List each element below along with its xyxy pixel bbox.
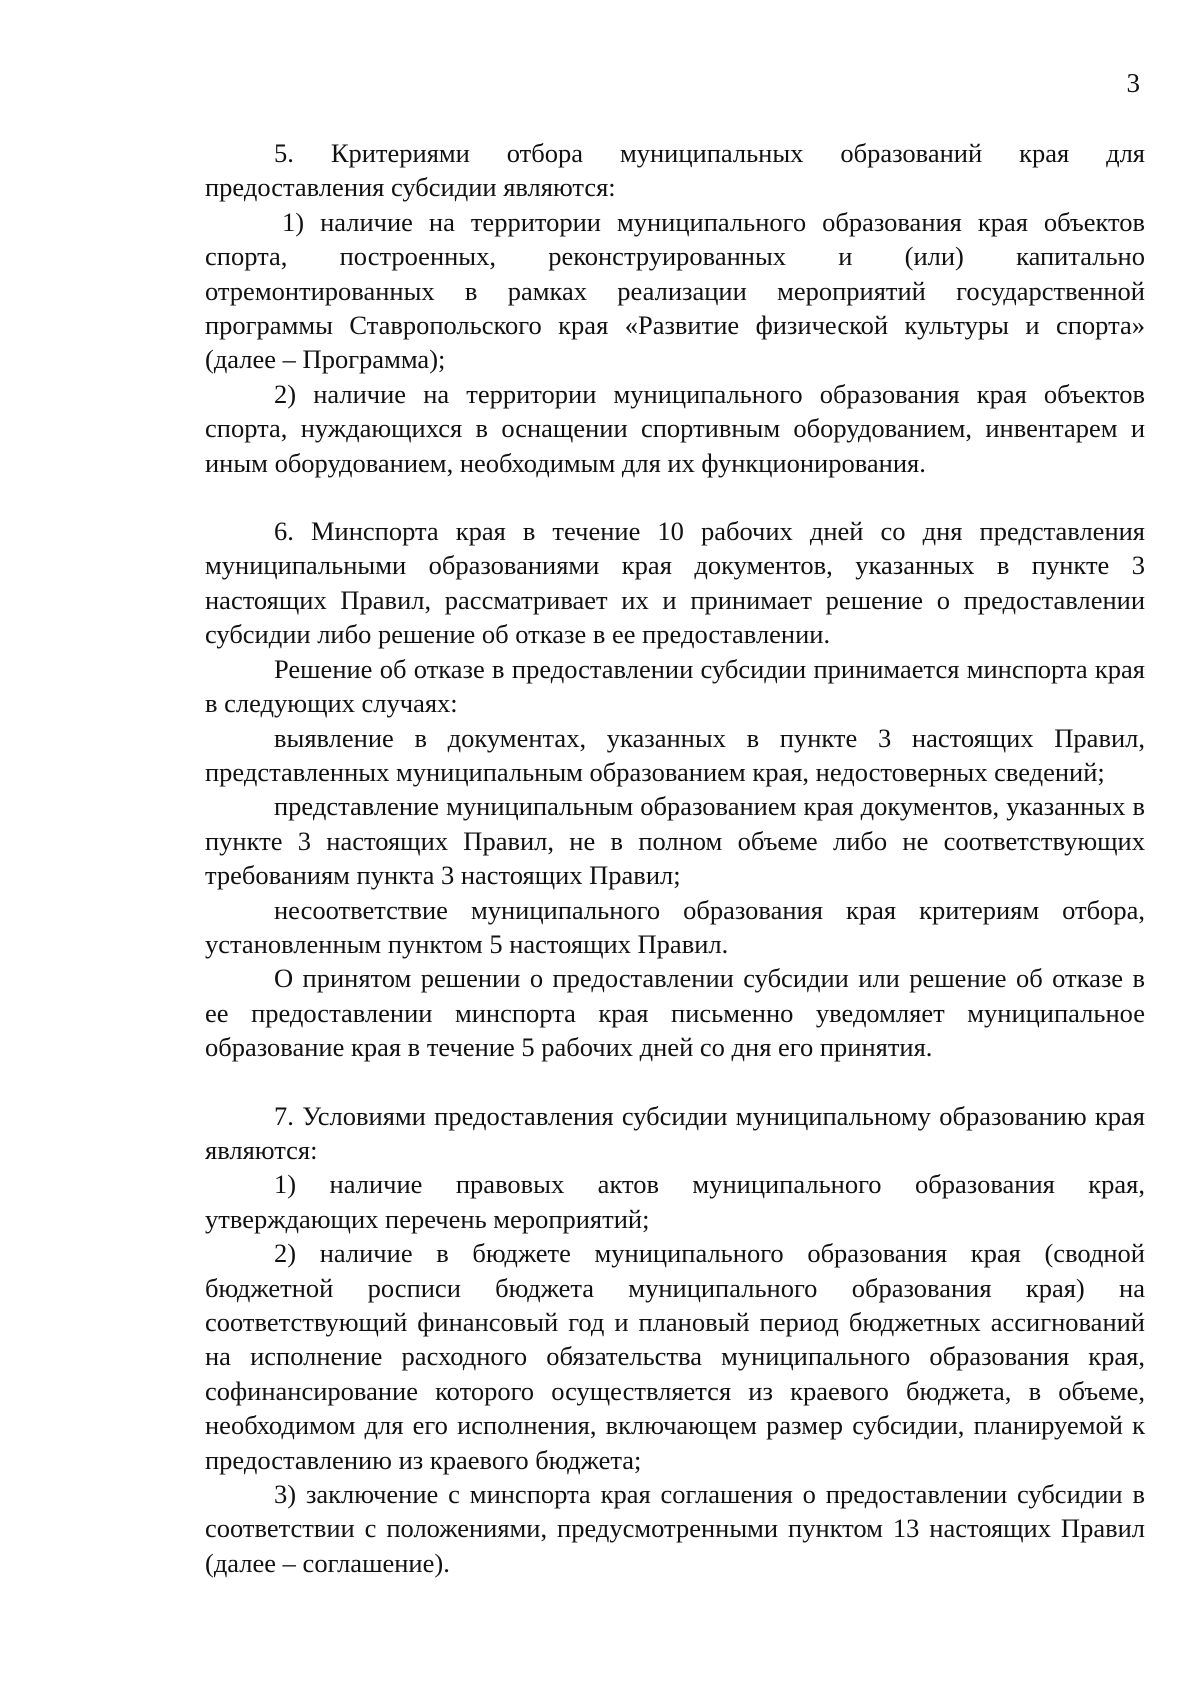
section-7-item-1: 1) наличие правовых актов муниципального образования края, утверждающих перечень мероприятий; (205, 1169, 1145, 1234)
section-6-case-3: несоответствие муниципального образования края критериям отбора, установленным пунктом 5 настоящих Правил. (205, 894, 1145, 959)
section-spacer (205, 480, 1145, 514)
section-6-intro: 6. Минспорта края в течение 10 рабочих дней со дня представления муниципальными образованиями края документов, указанных в пункте 3 настоящих Правил, рассматривает их и принимает решение о предоставлении субсидии либо решение об отказе в ее предоставлении. (205, 516, 1145, 650)
section-6-case-2: представление муниципальным образованием края документов, указанных в пункте 3 настоящих Правил, не в полном объеме либо не соответствующих требованиям пункта 3 настоящих Правил; (205, 791, 1145, 891)
section-5-intro: 5. Критериями отбора муниципальных образований края для предоставления субсидии являются: (205, 138, 1145, 203)
section-5-item-1: 1) наличие на территории муниципального образования края объектов спорта, построенных, реконструированных и (или) капитально отремонтированных в рамках реализации мероприятий государственной программы Ставропольского края «Развитие физической культуры и спорта» (далее – Программа); (205, 206, 1145, 375)
section-7-item-2: 2) наличие в бюджете муниципального образования края (сводной бюджетной росписи бюджета муниципального образования края) на соответствующий финансовый год и плановый период бюджетных ассигнований на исполнение расходного обязательства муниципального образования края, софинансирование которого осуществляется из краевого бюджета, в объеме, необходимом для его исполнения, включающем размер субсидии, планируемой к предоставлению из краевого бюджета; (205, 1238, 1145, 1475)
page-number: 3 (1126, 68, 1140, 98)
section-6-notification: О принятом решении о предоставлении субсидии или решение об отказе в ее предоставлении минспорта края письменно уведомляет муниципальное образование края в течение 5 рабочих дней со дня его принятия. (205, 963, 1145, 1063)
section-5-item-2: 2) наличие на территории муниципального образования края объектов спорта, нуждающихся в оснащении спортивным оборудованием, инвентарем и иным оборудованием, необходимым для их функционирования. (205, 378, 1145, 478)
section-6-refusal-intro: Решение об отказе в предоставлении субсидии принимается минспорта края в следующих случаях: (205, 653, 1145, 719)
section-spacer (205, 1065, 1145, 1099)
document-body (205, 136, 1145, 1580)
section-7-item-3: 3) заключение с минспорта края соглашения о предоставлении субсидии в соответствии с положениями, предусмотренными пунктом 13 настоящих Правил (далее – соглашение). (205, 1479, 1145, 1578)
section-7-intro: 7. Условиями предоставления субсидии муниципальному образованию края являются: (205, 1100, 1145, 1165)
section-6-case-1: выявление в документах, указанных в пункте 3 настоящих Правил, представленных муниципальным образованием края, недостоверных сведений; (205, 722, 1145, 787)
